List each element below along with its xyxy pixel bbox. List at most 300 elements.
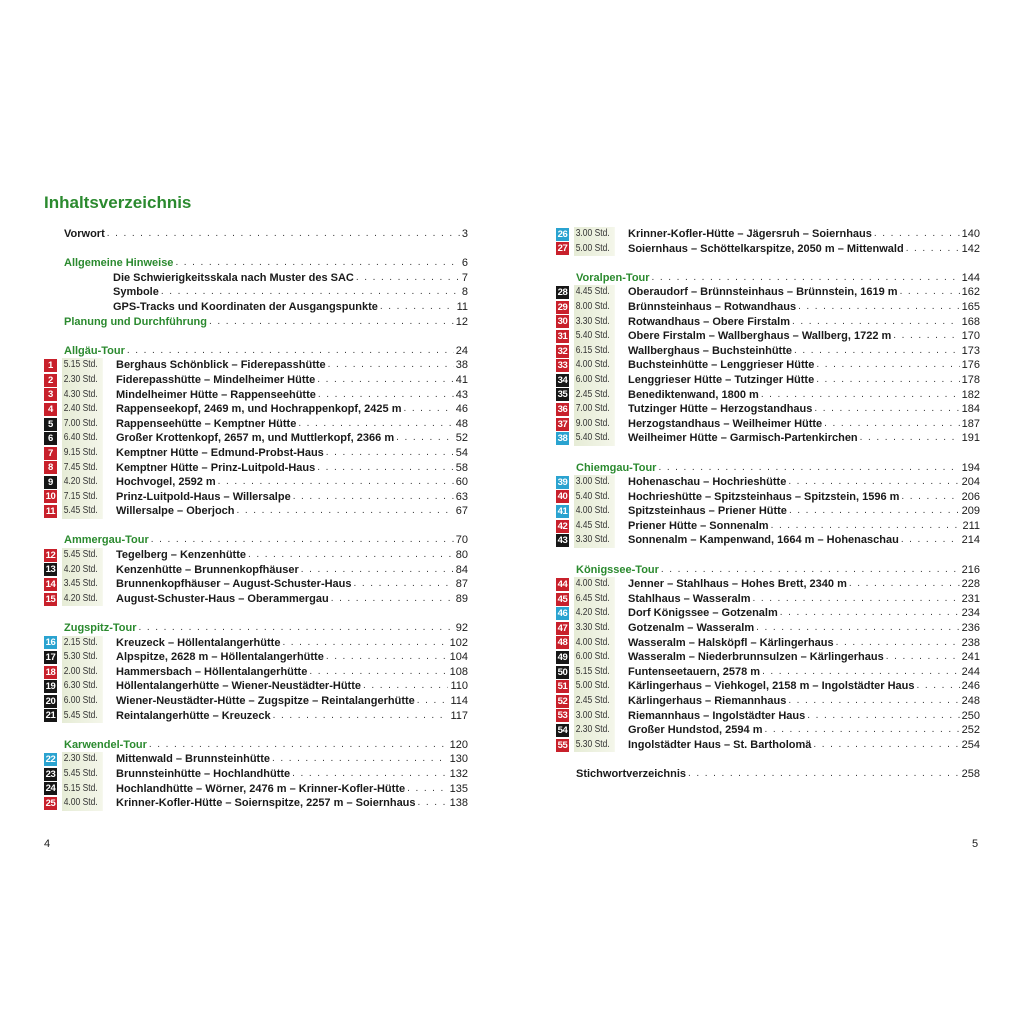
toc-tour-entry (44, 431, 468, 446)
toc-page-number: 170 (961, 330, 980, 343)
dot-leader (298, 417, 453, 432)
tour-number-badge: 32 (557, 345, 568, 357)
toc-tour-entry (556, 344, 980, 359)
toc-page-number: 38 (455, 359, 468, 372)
toc-tour-entry (44, 388, 468, 403)
dot-leader (893, 329, 959, 344)
toc-tour-entry (44, 563, 468, 578)
toc-page-number: 102 (449, 636, 468, 649)
toc-entry-title: Stahlhaus – Wasseralm (628, 592, 751, 605)
tour-duration: 6.15 Std. (574, 344, 615, 359)
toc-entry-title: Alpspitze, 2628 m – Höllentalangerhütte (116, 651, 324, 664)
toc-entry-title: Reintalangerhütte – Kreuzeck (116, 709, 271, 722)
toc-entry-title: Rappenseekopf, 2469 m, und Hochrappenkopf, 2425 m (116, 403, 402, 416)
dot-leader (688, 767, 960, 782)
toc-entry-title: Krinner-Kofler-Hütte – Jägersruh – Soiernhaus (628, 228, 872, 240)
dot-leader (917, 679, 960, 694)
toc-entry-title: Rappenseehütte – Kemptner Hütte (116, 417, 297, 430)
toc-entry-title: Jenner – Stahlhaus – Hohes Brett, 2340 m (628, 578, 847, 591)
tour-number-badge: 45 (557, 593, 568, 605)
dot-leader (309, 665, 447, 680)
toc-page-number: 43 (455, 388, 468, 401)
dot-leader (836, 636, 960, 651)
dot-leader (789, 504, 960, 519)
toc-tour-entry (556, 227, 980, 242)
dot-leader (292, 767, 447, 782)
toc-page-number: 58 (455, 461, 468, 474)
toc-tour-entry (556, 723, 980, 738)
tour-duration: 7.15 Std. (62, 490, 103, 505)
tour-number-badge: 21 (45, 710, 56, 722)
toc-page-number: 206 (961, 490, 980, 503)
toc-tour-entry (556, 358, 980, 373)
toc-entry-title: Symbole (113, 286, 159, 299)
toc-tour-entry (556, 519, 980, 534)
toc-entry-title: Hochvogel, 2592 m (116, 476, 216, 489)
tour-duration: 5.15 Std. (62, 358, 103, 373)
tour-duration: 4.20 Std. (62, 563, 103, 578)
dot-leader (139, 621, 454, 636)
toc-page-number: 63 (455, 490, 468, 503)
tour-duration: 3.30 Std. (574, 533, 615, 548)
toc-tour-entry (556, 242, 980, 257)
toc-entry-title: Chiemgau-Tour (576, 461, 657, 474)
page-number-left: 4 (44, 838, 51, 850)
toc-page-number: 165 (961, 300, 980, 313)
tour-duration: 2.40 Std. (62, 402, 103, 417)
dot-leader (900, 285, 960, 300)
toc-page-number: 182 (961, 388, 980, 401)
dot-leader (816, 358, 959, 373)
toc-entry-title: Kemptner Hütte – Prinz-Luitpold-Haus (116, 461, 316, 474)
tour-number-badge: 7 (44, 447, 57, 460)
dot-leader (807, 709, 959, 724)
tour-number-badge: 2 (44, 374, 57, 387)
toc-tour-entry (44, 358, 468, 373)
tour-duration: 3.00 Std. (574, 709, 615, 724)
toc-page-number: 241 (961, 651, 980, 664)
dot-leader (901, 533, 960, 548)
toc-page-number: 204 (961, 476, 980, 489)
dot-leader (813, 738, 959, 753)
toc-tour-entry (556, 738, 980, 753)
toc-entry-title: Dorf Königssee – Gotzenalm (628, 607, 778, 620)
tour-number-badge: 19 (45, 681, 56, 693)
tour-number-badge: 53 (557, 710, 568, 722)
tour-number-badge: 50 (557, 666, 568, 678)
tour-duration: 6.30 Std. (62, 679, 103, 694)
toc-entry-title: Wiener-Neustädter-Hütte – Zugspitze – Reintalangerhütte (116, 695, 415, 707)
tour-number-badge: 6 (44, 432, 57, 445)
toc-page-number: 168 (961, 315, 980, 328)
tour-number-badge: 46 (557, 608, 568, 620)
tour-duration: 4.00 Std. (574, 636, 615, 651)
toc-page-number: 138 (449, 797, 468, 810)
tour-number-badge: 13 (45, 564, 56, 576)
toc-entry-title: Fiderepasshütte – Mindelheimer Hütte (116, 373, 316, 386)
page-number-right: 5 (972, 838, 979, 850)
dot-leader (824, 417, 959, 432)
toc-entry-title: Kemptner Hütte – Edmund-Probst-Haus (116, 446, 324, 459)
tour-duration: 5.45 Std. (62, 767, 103, 782)
toc-tour-entry (556, 329, 980, 344)
tour-duration: 5.15 Std. (62, 782, 103, 797)
tour-duration: 7.00 Std. (574, 402, 615, 417)
dot-leader (418, 796, 448, 811)
spacer (556, 446, 980, 461)
toc-section-heading (44, 738, 468, 753)
toc-tour-entry (44, 767, 468, 782)
tour-number-badge: 14 (45, 579, 56, 591)
tour-duration: 2.30 Std. (62, 752, 103, 767)
toc-page-number: 209 (961, 505, 980, 518)
dot-leader (326, 650, 448, 665)
tour-number-badge: 35 (557, 389, 568, 401)
tour-duration: 5.40 Std. (574, 329, 615, 344)
toc-tour-entry (44, 796, 468, 811)
toc-entry (44, 285, 468, 300)
toc-tour-entry (44, 577, 468, 592)
tour-duration: 7.00 Std. (62, 417, 103, 432)
tour-duration: 5.45 Std. (62, 709, 103, 724)
toc-entry-title: Mittenwald – Brunnsteinhütte (116, 753, 270, 766)
toc-page-number: 142 (961, 242, 980, 255)
toc-entry-title: Kärlingerhaus – Riemannhaus (628, 695, 787, 707)
toc-page-number: 54 (455, 446, 468, 459)
toc-entry-title: Großer Hundstod, 2594 m (628, 724, 763, 737)
toc-tour-entry (44, 752, 468, 767)
dot-leader (175, 256, 459, 271)
dot-leader (788, 475, 959, 490)
dot-leader (328, 358, 454, 373)
tour-duration: 6.00 Std. (574, 650, 615, 665)
toc-tour-entry (44, 475, 468, 490)
toc-entry-title: Weilheimer Hütte – Garmisch-Partenkirchen (628, 432, 858, 445)
tour-number-badge: 36 (557, 403, 568, 415)
dot-leader (354, 577, 454, 592)
spacer (556, 256, 980, 271)
tour-number-badge: 44 (557, 579, 568, 591)
tour-number-badge: 33 (557, 360, 568, 372)
toc-entry (44, 271, 468, 286)
dot-leader (301, 563, 454, 578)
spacer (44, 723, 468, 738)
toc-entry-title: Krinner-Kofler-Hütte – Soiernspitze, 2257 m – Soiernhaus (116, 797, 416, 810)
toc-tour-entry (44, 650, 468, 665)
toc-page-number: 228 (961, 578, 980, 591)
toc-entry-title: Herzogstandhaus – Weilheimer Hütte (628, 417, 823, 430)
tour-duration: 5.40 Std. (574, 431, 615, 446)
toc-entry-title: Willersalpe – Oberjoch (116, 505, 235, 518)
tour-number-badge: 27 (557, 243, 568, 255)
tour-number-badge: 17 (45, 652, 56, 664)
tour-number-badge: 18 (45, 666, 56, 678)
toc-tour-entry (556, 388, 980, 403)
tour-duration: 4.45 Std. (574, 519, 615, 534)
toc-page-number: 246 (961, 680, 980, 693)
tour-number-badge: 38 (557, 433, 568, 445)
tour-number-badge: 3 (44, 388, 57, 401)
tour-number-badge: 42 (557, 520, 568, 532)
tour-number-badge: 5 (44, 418, 57, 431)
page-title: Inhaltsverzeichnis (44, 193, 192, 212)
tour-number-badge: 8 (44, 461, 57, 474)
tour-duration: 2.30 Std. (62, 373, 103, 388)
toc-tour-entry (44, 665, 468, 680)
toc-page-number: 176 (961, 359, 980, 372)
tour-number-badge: 51 (557, 681, 568, 693)
tour-duration: 5.40 Std. (574, 490, 615, 505)
toc-tour-entry (556, 606, 980, 621)
toc-page-number: 178 (961, 373, 980, 386)
dot-leader (318, 388, 454, 403)
toc-entry-title: Gotzenalm – Wasseralm (628, 622, 755, 635)
toc-page-number: 41 (455, 373, 468, 386)
dot-leader (380, 300, 455, 315)
tour-duration: 3.45 Std. (62, 577, 103, 592)
toc-tour-entry (556, 300, 980, 315)
dot-leader (317, 373, 453, 388)
toc-entry-title: Allgemeine Hinweise (64, 257, 174, 270)
tour-number-badge: 22 (45, 754, 56, 766)
dot-leader (652, 271, 960, 286)
toc-entry-title: GPS-Tracks und Koordinaten der Ausgangspunkte (113, 300, 378, 313)
toc-entry-title: Hochrieshütte – Spitzsteinhaus – Spitzstein, 1596 m (628, 490, 900, 503)
dot-leader (798, 300, 960, 315)
tour-number-badge: 29 (557, 301, 568, 313)
toc-entry (44, 300, 468, 315)
toc-page-number: 60 (455, 476, 468, 489)
spacer (44, 242, 468, 257)
tour-duration: 4.00 Std. (574, 504, 615, 519)
tour-number-badge: 39 (557, 476, 568, 488)
toc-page-number: 52 (455, 432, 468, 445)
dot-leader (218, 475, 454, 490)
tour-duration: 5.45 Std. (62, 504, 103, 519)
toc-page-number: 162 (961, 286, 980, 299)
tour-number-badge: 15 (45, 593, 56, 605)
dot-leader (906, 242, 960, 257)
toc-page-number: 110 (450, 680, 468, 693)
toc-page-number: 250 (961, 709, 980, 722)
tour-duration: 3.00 Std. (574, 475, 615, 490)
tour-duration: 6.00 Std. (62, 694, 103, 709)
toc-entry-title: Kreuzeck – Höllentalangerhütte (116, 636, 281, 649)
tour-duration: 5.15 Std. (574, 665, 615, 680)
toc-page-number: 244 (961, 665, 980, 678)
toc-page-number: 8 (461, 286, 468, 299)
tour-duration: 4.20 Std. (62, 592, 103, 607)
toc-section-heading (44, 256, 468, 271)
tour-number-badge: 55 (557, 739, 568, 751)
tour-number-badge: 1 (44, 359, 57, 372)
dot-leader (356, 271, 460, 286)
toc-entry-title: Lenggrieser Hütte – Tutzinger Hütte (628, 373, 815, 386)
tour-number-badge: 16 (45, 637, 56, 649)
toc-tour-entry (44, 490, 468, 505)
tour-duration: 4.20 Std. (62, 475, 103, 490)
dot-leader (792, 315, 960, 330)
tour-number-badge: 34 (557, 374, 568, 386)
dot-leader (282, 636, 447, 651)
dot-leader (661, 563, 960, 578)
toc-page-number: 11 (456, 300, 468, 313)
dot-leader (816, 373, 959, 388)
toc-entry (556, 767, 980, 782)
toc-page-number: 46 (455, 403, 468, 416)
toc-entry-title: Riemannhaus – Ingolstädter Haus (628, 709, 806, 722)
toc-tour-entry (556, 504, 980, 519)
dot-leader (886, 650, 960, 665)
toc-tour-entry (44, 461, 468, 476)
toc-entry-title: Brünnsteinhaus – Rotwandhaus (628, 300, 797, 313)
toc-page-number: 12 (455, 315, 468, 328)
toc-entry-title: Kenzenhütte – Brunnenkopfhäuser (116, 563, 299, 576)
tour-number-badge: 10 (45, 491, 56, 503)
toc-tour-entry (44, 504, 468, 519)
dot-leader (248, 548, 454, 563)
toc-entry-title: Tegelberg – Kenzenhütte (116, 549, 246, 562)
toc-section-heading (44, 533, 468, 548)
toc-entry-title: Höllentalangerhütte – Wiener-Neustädter-Hütte (116, 680, 361, 693)
tour-duration: 5.00 Std. (574, 679, 615, 694)
dot-leader (780, 606, 960, 621)
toc-section-heading (556, 563, 980, 578)
toc-page-number: 140 (961, 228, 980, 240)
toc-tour-entry (556, 402, 980, 417)
tour-duration: 6.45 Std. (574, 592, 615, 607)
spacer (556, 752, 980, 767)
spacer (44, 519, 468, 534)
toc-tour-entry (44, 694, 468, 709)
toc-entry-title: Allgäu-Tour (64, 344, 125, 357)
toc-section-heading (44, 315, 468, 330)
toc-entry-title: Benediktenwand, 1800 m (628, 388, 759, 401)
dot-leader (149, 738, 448, 753)
toc-page-number: 135 (449, 782, 468, 795)
toc-page-number: 194 (961, 461, 980, 474)
toc-page-number: 173 (961, 344, 980, 357)
toc-entry-title: Ammergau-Tour (64, 534, 149, 547)
tour-duration: 2.00 Std. (62, 665, 103, 680)
tour-number-badge: 4 (44, 403, 57, 416)
dot-leader (417, 694, 449, 709)
toc-page-number: 87 (455, 578, 468, 591)
tour-duration: 3.30 Std. (574, 315, 615, 330)
toc-page-number: 80 (455, 549, 468, 562)
dot-leader (326, 446, 454, 461)
toc-page-number: 254 (961, 738, 980, 751)
spacer (44, 606, 468, 621)
dot-leader (788, 694, 959, 709)
tour-duration: 2.30 Std. (574, 723, 615, 738)
tour-number-badge: 48 (557, 637, 568, 649)
toc-page-number: 214 (961, 534, 980, 547)
toc-entry-title: Großer Krottenkopf, 2657 m, und Muttlerkopf, 2366 m (116, 432, 395, 445)
tour-number-badge: 40 (557, 491, 568, 503)
toc-tour-entry (556, 373, 980, 388)
toc-entry-title: Wasseralm – Niederbrunnsulzen – Kärlingerhaus (628, 651, 884, 664)
tour-duration: 4.00 Std. (62, 796, 103, 811)
tour-number-badge: 52 (557, 695, 568, 707)
toc-page-number: 216 (961, 563, 980, 576)
toc-entry-title: Berghaus Schönblick – Fiderepasshütte (116, 359, 326, 372)
dot-leader (107, 227, 460, 242)
toc-page-number: 130 (449, 753, 468, 766)
toc-entry-title: Wallberghaus – Buchsteinhütte (628, 344, 793, 357)
toc-tour-entry (44, 548, 468, 563)
toc-page-number: 114 (450, 695, 468, 707)
dot-leader (293, 490, 454, 505)
toc-section-heading (44, 621, 468, 636)
toc-section-heading (556, 271, 980, 286)
toc-page-number: 48 (455, 417, 468, 430)
dot-leader (127, 344, 454, 359)
toc-entry-title: Obere Firstalm – Wallberghaus – Wallberg, 1722 m (628, 330, 892, 343)
toc-section-heading (44, 344, 468, 359)
toc-entry-title: Die Schwierigkeitsskala nach Muster des SAC (113, 271, 354, 284)
spacer (556, 548, 980, 563)
toc-entry-title: August-Schuster-Haus – Oberammergau (116, 592, 329, 605)
toc-tour-entry (556, 679, 980, 694)
toc-page-number: 144 (961, 271, 980, 284)
tour-duration: 4.00 Std. (574, 358, 615, 373)
tour-duration: 6.00 Std. (574, 373, 615, 388)
tour-number-badge: 28 (557, 287, 568, 299)
toc-tour-entry (556, 533, 980, 548)
toc-page-number: 108 (449, 665, 468, 678)
toc-tour-entry (556, 650, 980, 665)
toc-page-number: 7 (461, 271, 468, 284)
dot-leader (331, 592, 454, 607)
dot-leader (762, 665, 960, 680)
tour-number-badge: 43 (557, 535, 568, 547)
toc-page-number: 236 (961, 622, 980, 635)
tour-number-badge: 11 (45, 506, 56, 518)
toc-tour-entry (556, 417, 980, 432)
toc-entry-title: Prinz-Luitpold-Haus – Willersalpe (116, 490, 291, 503)
toc-entry-title: Brunnsteinhütte – Hochlandhütte (116, 767, 291, 780)
tour-duration: 4.30 Std. (62, 388, 103, 403)
toc-entry-title: Planung und Durchführung (64, 315, 207, 328)
dot-leader (764, 723, 959, 738)
tour-number-badge: 31 (557, 330, 568, 342)
dot-leader (272, 752, 448, 767)
toc-section-heading (556, 461, 980, 476)
toc-entry-title: Vorwort (64, 228, 105, 240)
tour-duration: 2.45 Std. (574, 694, 615, 709)
spacer (44, 329, 468, 344)
toc-tour-entry (44, 402, 468, 417)
toc-entry-title: Spitzsteinhaus – Priener Hütte (628, 505, 787, 518)
toc-page-number: 252 (961, 724, 980, 737)
dot-leader (161, 285, 460, 300)
toc-column-right (556, 227, 980, 782)
toc-page-number: 211 (962, 519, 980, 532)
toc-page-number: 6 (461, 257, 468, 270)
dot-leader (761, 388, 960, 403)
tour-duration: 9.00 Std. (574, 417, 615, 432)
toc-tour-entry (556, 577, 980, 592)
toc-tour-entry (44, 373, 468, 388)
toc-entry-title: Soiernhaus – Schöttelkarspitze, 2050 m – Mittenwald (628, 242, 904, 255)
tour-duration: 2.45 Std. (574, 388, 615, 403)
toc-tour-entry (44, 592, 468, 607)
toc-entry-title: Ingolstädter Haus – St. Bartholomä (628, 738, 812, 751)
toc-entry-title: Oberaudorf – Brünnsteinhaus – Brünnstein, 1619 m (628, 286, 898, 299)
tour-number-badge: 24 (45, 783, 56, 795)
toc-entry-title: Hohenaschau – Hochrieshütte (628, 476, 787, 489)
